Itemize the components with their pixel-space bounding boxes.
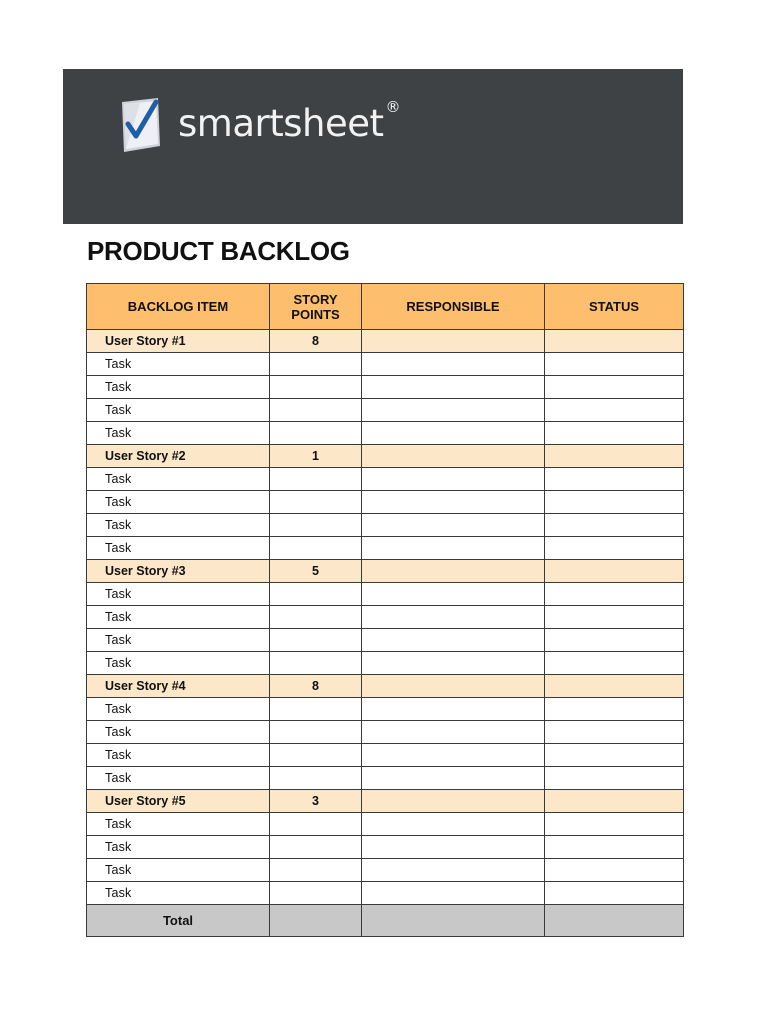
story-responsible-cell[interactable] bbox=[362, 790, 545, 813]
task-responsible-cell[interactable] bbox=[362, 767, 545, 790]
task-responsible-cell[interactable] bbox=[362, 629, 545, 652]
task-name-cell[interactable]: Task bbox=[87, 836, 270, 859]
task-row bbox=[87, 376, 684, 399]
task-row bbox=[87, 537, 684, 560]
task-points-cell[interactable] bbox=[270, 491, 362, 514]
task-row bbox=[87, 859, 684, 882]
task-responsible-cell[interactable] bbox=[362, 422, 545, 445]
task-status-cell[interactable] bbox=[545, 606, 684, 629]
story-responsible-cell[interactable] bbox=[362, 445, 545, 468]
task-points-cell[interactable] bbox=[270, 606, 362, 629]
story-points-cell[interactable]: 3 bbox=[270, 790, 362, 813]
task-points-cell[interactable] bbox=[270, 882, 362, 905]
header-status: STATUS bbox=[545, 284, 684, 330]
task-points-cell[interactable] bbox=[270, 537, 362, 560]
task-name-cell[interactable]: Task bbox=[87, 514, 270, 537]
task-row bbox=[87, 353, 684, 376]
task-responsible-cell[interactable] bbox=[362, 698, 545, 721]
task-row bbox=[87, 721, 684, 744]
task-status-cell[interactable] bbox=[545, 882, 684, 905]
task-points-cell[interactable] bbox=[270, 376, 362, 399]
task-responsible-cell[interactable] bbox=[362, 376, 545, 399]
task-status-cell[interactable] bbox=[545, 422, 684, 445]
task-status-cell[interactable] bbox=[545, 813, 684, 836]
task-name-cell[interactable]: Task bbox=[87, 422, 270, 445]
task-points-cell[interactable] bbox=[270, 629, 362, 652]
task-responsible-cell[interactable] bbox=[362, 353, 545, 376]
total-points-cell[interactable] bbox=[270, 905, 362, 937]
story-row bbox=[87, 330, 684, 353]
task-responsible-cell[interactable] bbox=[362, 606, 545, 629]
story-name-cell[interactable]: User Story #3 bbox=[87, 560, 270, 583]
story-points-cell[interactable]: 5 bbox=[270, 560, 362, 583]
task-name-cell[interactable]: Task bbox=[87, 652, 270, 675]
task-row bbox=[87, 491, 684, 514]
task-status-cell[interactable] bbox=[545, 468, 684, 491]
task-status-cell[interactable] bbox=[545, 491, 684, 514]
task-points-cell[interactable] bbox=[270, 767, 362, 790]
story-points-cell[interactable]: 1 bbox=[270, 445, 362, 468]
task-responsible-cell[interactable] bbox=[362, 859, 545, 882]
task-row bbox=[87, 399, 684, 422]
task-responsible-cell[interactable] bbox=[362, 537, 545, 560]
story-responsible-cell[interactable] bbox=[362, 675, 545, 698]
task-name-cell[interactable]: Task bbox=[87, 353, 270, 376]
task-name-cell[interactable]: Task bbox=[87, 583, 270, 606]
brand-name: smartsheet bbox=[178, 101, 384, 145]
checkmark-card-icon bbox=[116, 96, 164, 154]
total-status-cell[interactable] bbox=[545, 905, 684, 937]
task-name-cell[interactable]: Task bbox=[87, 744, 270, 767]
page-title: PRODUCT BACKLOG bbox=[87, 236, 350, 266]
task-status-cell[interactable] bbox=[545, 652, 684, 675]
brand-banner bbox=[63, 69, 683, 224]
task-name-cell[interactable]: Task bbox=[87, 698, 270, 721]
task-name-cell[interactable]: Task bbox=[87, 629, 270, 652]
header-story-points: STORY POINTS bbox=[270, 284, 362, 330]
task-row bbox=[87, 583, 684, 606]
task-name-cell[interactable]: Task bbox=[87, 882, 270, 905]
task-responsible-cell[interactable] bbox=[362, 652, 545, 675]
task-name-cell[interactable]: Task bbox=[87, 491, 270, 514]
task-points-cell[interactable] bbox=[270, 721, 362, 744]
registered-mark: ® bbox=[385, 98, 401, 116]
story-status-cell[interactable] bbox=[545, 790, 684, 813]
story-name-cell[interactable]: User Story #1 bbox=[87, 330, 270, 353]
task-status-cell[interactable] bbox=[545, 698, 684, 721]
task-row bbox=[87, 514, 684, 537]
task-row bbox=[87, 882, 684, 905]
task-responsible-cell[interactable] bbox=[362, 491, 545, 514]
story-row bbox=[87, 675, 684, 698]
task-responsible-cell[interactable] bbox=[362, 468, 545, 491]
task-responsible-cell[interactable] bbox=[362, 721, 545, 744]
header-responsible: RESPONSIBLE bbox=[362, 284, 545, 330]
task-row bbox=[87, 652, 684, 675]
task-row bbox=[87, 744, 684, 767]
task-row bbox=[87, 813, 684, 836]
total-row bbox=[87, 905, 684, 937]
task-name-cell[interactable]: Task bbox=[87, 813, 270, 836]
task-row bbox=[87, 468, 684, 491]
task-name-cell[interactable]: Task bbox=[87, 468, 270, 491]
task-points-cell[interactable] bbox=[270, 836, 362, 859]
task-name-cell[interactable]: Task bbox=[87, 376, 270, 399]
task-row bbox=[87, 629, 684, 652]
story-status-cell[interactable] bbox=[545, 445, 684, 468]
task-name-cell[interactable]: Task bbox=[87, 859, 270, 882]
task-points-cell[interactable] bbox=[270, 698, 362, 721]
task-responsible-cell[interactable] bbox=[362, 882, 545, 905]
task-name-cell[interactable]: Task bbox=[87, 767, 270, 790]
task-row bbox=[87, 698, 684, 721]
task-responsible-cell[interactable] bbox=[362, 744, 545, 767]
task-name-cell[interactable]: Task bbox=[87, 537, 270, 560]
task-status-cell[interactable] bbox=[545, 399, 684, 422]
task-status-cell[interactable] bbox=[545, 859, 684, 882]
task-points-cell[interactable] bbox=[270, 652, 362, 675]
story-status-cell[interactable] bbox=[545, 675, 684, 698]
task-status-cell[interactable] bbox=[545, 583, 684, 606]
task-responsible-cell[interactable] bbox=[362, 514, 545, 537]
task-name-cell[interactable]: Task bbox=[87, 399, 270, 422]
task-row bbox=[87, 606, 684, 629]
story-row bbox=[87, 445, 684, 468]
task-status-cell[interactable] bbox=[545, 353, 684, 376]
smartsheet-logo bbox=[116, 96, 400, 154]
task-points-cell[interactable] bbox=[270, 353, 362, 376]
task-status-cell[interactable] bbox=[545, 767, 684, 790]
task-status-cell[interactable] bbox=[545, 721, 684, 744]
header-backlog-item: BACKLOG ITEM bbox=[87, 284, 270, 330]
story-status-cell[interactable] bbox=[545, 330, 684, 353]
task-status-cell[interactable] bbox=[545, 376, 684, 399]
task-responsible-cell[interactable] bbox=[362, 583, 545, 606]
task-points-cell[interactable] bbox=[270, 813, 362, 836]
task-points-cell[interactable] bbox=[270, 744, 362, 767]
task-status-cell[interactable] bbox=[545, 629, 684, 652]
task-points-cell[interactable] bbox=[270, 468, 362, 491]
task-status-cell[interactable] bbox=[545, 836, 684, 859]
total-responsible-cell[interactable] bbox=[362, 905, 545, 937]
story-points-cell[interactable]: 8 bbox=[270, 675, 362, 698]
task-points-cell[interactable] bbox=[270, 859, 362, 882]
task-name-cell[interactable]: Task bbox=[87, 606, 270, 629]
story-responsible-cell[interactable] bbox=[362, 560, 545, 583]
task-responsible-cell[interactable] bbox=[362, 836, 545, 859]
story-name-cell[interactable]: User Story #5 bbox=[87, 790, 270, 813]
task-points-cell[interactable] bbox=[270, 422, 362, 445]
story-row bbox=[87, 790, 684, 813]
task-row bbox=[87, 767, 684, 790]
task-name-cell[interactable]: Task bbox=[87, 721, 270, 744]
task-status-cell[interactable] bbox=[545, 514, 684, 537]
task-responsible-cell[interactable] bbox=[362, 399, 545, 422]
total-label: Total bbox=[87, 905, 270, 937]
backlog-table bbox=[86, 283, 684, 937]
task-status-cell[interactable] bbox=[545, 744, 684, 767]
task-row bbox=[87, 836, 684, 859]
story-name-cell[interactable]: User Story #4 bbox=[87, 675, 270, 698]
task-points-cell[interactable] bbox=[270, 514, 362, 537]
task-row bbox=[87, 422, 684, 445]
backlog-body bbox=[87, 330, 684, 905]
story-responsible-cell[interactable] bbox=[362, 330, 545, 353]
story-row bbox=[87, 560, 684, 583]
task-status-cell[interactable] bbox=[545, 537, 684, 560]
story-status-cell[interactable] bbox=[545, 560, 684, 583]
story-points-cell[interactable]: 8 bbox=[270, 330, 362, 353]
task-responsible-cell[interactable] bbox=[362, 813, 545, 836]
story-name-cell[interactable]: User Story #2 bbox=[87, 445, 270, 468]
task-points-cell[interactable] bbox=[270, 583, 362, 606]
header-row bbox=[87, 284, 684, 330]
task-points-cell[interactable] bbox=[270, 399, 362, 422]
